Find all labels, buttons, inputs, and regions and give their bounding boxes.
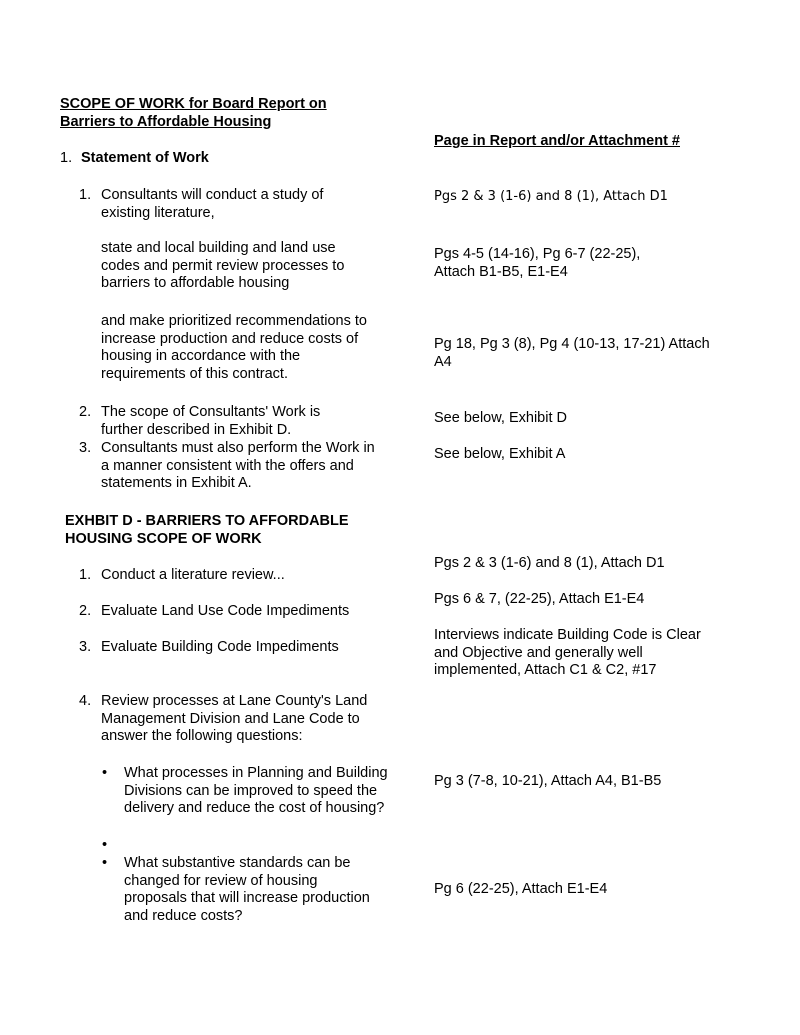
bullet-1-text: What processes in Planning and Building Divisions can be improved to speed the delivery and reduce the cost of housing? xyxy=(124,765,388,816)
exhibit-item-3-text: Evaluate Building Code Impediments xyxy=(101,639,339,655)
exhibit-item-4-text: Review processes at Lane County's Land Management Division and Lane Code to answer the following questions: xyxy=(101,693,368,744)
item-2-ref: See below, Exhibit D xyxy=(434,410,567,426)
exhibit-item-4-number: 4. xyxy=(79,693,92,709)
item-3-text: Consultants must also perform the Work in a manner consistent with the offers and statements in Exhibit A. xyxy=(101,440,375,491)
bullet-1-symbol: • xyxy=(102,765,108,781)
bullet-1-ref: Pg 3 (7-8, 10-21), Attach A4, B1-B5 xyxy=(434,773,662,789)
item-1-ref-b: Pgs 4-5 (14-16), Pg 6-7 (22-25), Attach B1-B5, E1-E4 xyxy=(434,246,641,280)
exhibit-item-1-text: Conduct a literature review... xyxy=(101,567,285,583)
item-1-text-c: and make prioritized recommendations to increase production and reduce costs of housing in accordance with the requirements of this contract. xyxy=(101,313,367,382)
document-title-line-2: Barriers to Affordable Housing xyxy=(60,114,272,130)
exhibit-d-heading-line-1: EXHBIT D - BARRIERS TO AFFORDABLE xyxy=(65,513,349,529)
item-2-number: 2. xyxy=(79,404,92,420)
bullet-2-symbol: • xyxy=(102,837,108,853)
exhibit-item-1-ref: Pgs 2 & 3 (1-6) and 8 (1), Attach D1 xyxy=(434,555,665,571)
column-header: Page in Report and/or Attachment # xyxy=(434,133,680,149)
exhibit-item-2-number: 2. xyxy=(79,603,92,619)
exhibit-item-2-ref: Pgs 6 & 7, (22-25), Attach E1-E4 xyxy=(434,591,645,607)
section-1-heading: Statement of Work xyxy=(81,150,209,166)
document-title-line-1: SCOPE OF WORK for Board Report on xyxy=(60,96,327,112)
bullet-3-text: What substantive standards can be changed for review of housing proposals that will increase production and reduce costs? xyxy=(124,855,370,924)
item-1-text-a: Consultants will conduct a study of existing literature, xyxy=(101,187,324,221)
bullet-3-ref: Pg 6 (22-25), Attach E1-E4 xyxy=(434,881,608,897)
bullet-3-symbol: • xyxy=(102,855,108,871)
item-2-text: The scope of Consultants' Work is further described in Exhibit D. xyxy=(101,404,321,438)
item-3-ref: See below, Exhibit A xyxy=(434,446,566,462)
item-1-number: 1. xyxy=(79,187,92,203)
exhibit-d-heading-line-2: HOUSING SCOPE OF WORK xyxy=(65,531,262,547)
item-1-ref-c: Pg 18, Pg 3 (8), Pg 4 (10-13, 17-21) Attach A4 xyxy=(434,336,710,370)
item-3-number: 3. xyxy=(79,440,92,456)
exhibit-item-1-number: 1. xyxy=(79,567,92,583)
section-1-number: 1. xyxy=(60,150,73,166)
item-1-ref-a: Pgs 2 & 3 (1-6) and 8 (1), Attach D1 xyxy=(434,189,668,204)
item-1-text-b: state and local building and land use codes and permit review processes to barriers to affordable housing xyxy=(101,240,345,291)
exhibit-item-2-text: Evaluate Land Use Code Impediments xyxy=(101,603,350,619)
exhibit-item-3-number: 3. xyxy=(79,639,92,655)
exhibit-item-3-ref: Interviews indicate Building Code is Clear and Objective and generally well implemented, Attach C1 & C2, #17 xyxy=(434,627,701,678)
